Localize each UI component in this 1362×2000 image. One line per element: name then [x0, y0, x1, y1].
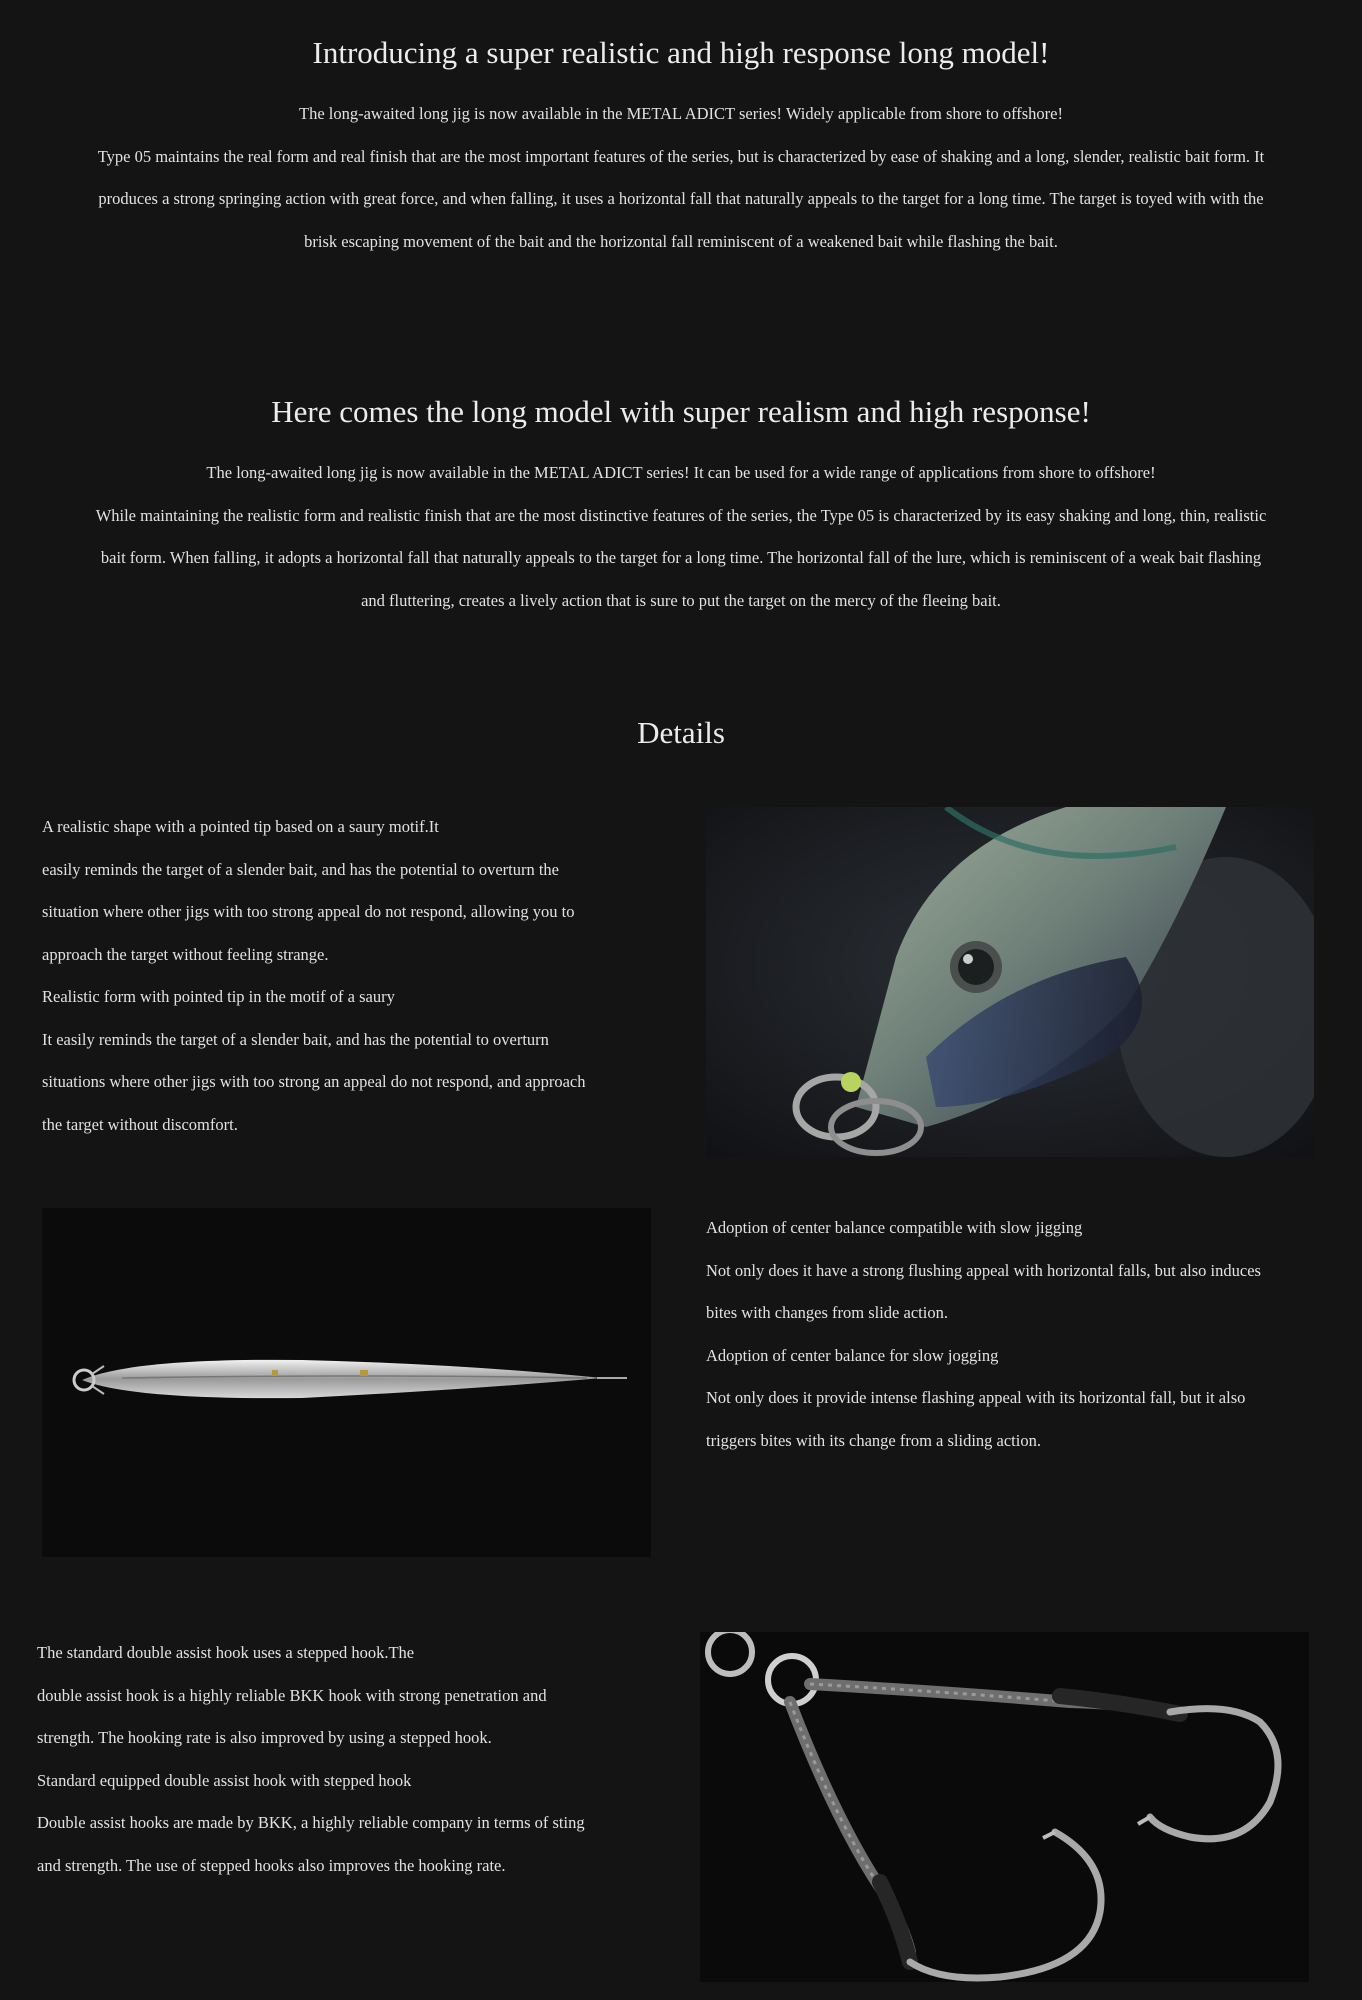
section1-line: Type 05 maintains the real form and real finish that are the most important features of the series, but is characterized by ease of shaking and a long, slender, realistic bait form. It	[97, 146, 1265, 166]
details-heading: Details	[637, 715, 725, 750]
section1-line: brisk escaping movement of the bait and the horizontal fall reminiscent of a weakened bait while flashing the bait.	[304, 231, 1058, 251]
details-line: Standard equipped double assist hook with stepped hook	[37, 1770, 412, 1790]
details-line: bites with changes from slide action.	[706, 1303, 948, 1322]
details-block3-text	[37, 1632, 585, 1887]
details-line: double assist hook is a highly reliable BKK hook with strong penetration and	[37, 1685, 547, 1705]
details-line: Adoption of center balance for slow jogging	[706, 1345, 999, 1365]
section1-line: The long-awaited long jig is now available in the METAL ADICT series! Widely applicable from shore to offshore!	[298, 104, 1063, 123]
details-block2-text	[706, 1207, 1261, 1462]
section1-description	[20, 93, 1342, 263]
section1-heading: Introducing a super realistic and high response long model!	[312, 35, 1050, 70]
double-assist-hook-photo	[700, 1632, 1309, 1982]
details-line: approach the target without feeling strange.	[42, 944, 329, 964]
details-line: strength. The hooking rate is also improved by using a stepped hook.	[37, 1728, 492, 1747]
jig-side-view-photo	[42, 1208, 651, 1557]
details-line: situations where other jigs with too strong an appeal do not respond, and approach	[42, 1072, 586, 1091]
details-line: Realistic form with pointed tip in the motif of a saury	[42, 987, 395, 1006]
section2-line: and fluttering, creates a lively action that is sure to put the target on the mercy of the fleeing bait.	[361, 590, 1001, 610]
details-line: It easily reminds the target of a slender bait, and has the potential to overturn	[42, 1029, 549, 1049]
details-line: Double assist hooks are made by BKK, a highly reliable company in terms of sting	[37, 1813, 585, 1832]
jig-head-closeup-photo	[706, 807, 1314, 1157]
details-line: easily reminds the target of a slender bait, and has the potential to overturn the	[42, 859, 559, 879]
section2-description	[20, 452, 1342, 622]
details-line: The standard double assist hook uses a stepped hook.The	[37, 1643, 415, 1662]
details-line: Not only does it have a strong flushing appeal with horizontal falls, but also induces	[706, 1260, 1261, 1280]
details-line: and strength. The use of stepped hooks also improves the hooking rate.	[37, 1855, 506, 1875]
details-block1-text	[42, 806, 585, 1146]
section2-heading: Here comes the long model with super realism and high response!	[271, 394, 1091, 429]
details-line: Not only does it provide intense flashing appeal with its horizontal fall, but it also	[706, 1388, 1246, 1407]
details-line: A realistic shape with a pointed tip based on a saury motif.It	[42, 817, 439, 836]
details-line: the target without discomfort.	[42, 1114, 238, 1134]
section2-line: While maintaining the realistic form and realistic finish that are the most distinctive features of the series, the Type 05 is characterized by its easy shaking and long, thin, realistic	[95, 505, 1267, 525]
details-line: situation where other jigs with too strong appeal do not respond, allowing you to	[42, 902, 575, 921]
section2-line: bait form. When falling, it adopts a horizontal fall that naturally appeals to the target for a long time. The horizontal fall of the lure, which is reminiscent of a weak bait flashing	[100, 548, 1262, 567]
section2-line: The long-awaited long jig is now available in the METAL ADICT series! It can be used for a wide range of applications from shore to offshore!	[206, 463, 1156, 482]
details-line: Adoption of center balance compatible with slow jigging	[706, 1218, 1083, 1237]
section1-line: produces a strong springing action with great force, and when falling, it uses a horizontal fall that naturally appeals to the target for a long time. The target is toyed with with the	[98, 189, 1264, 208]
details-line: triggers bites with its change from a sliding action.	[706, 1430, 1041, 1450]
